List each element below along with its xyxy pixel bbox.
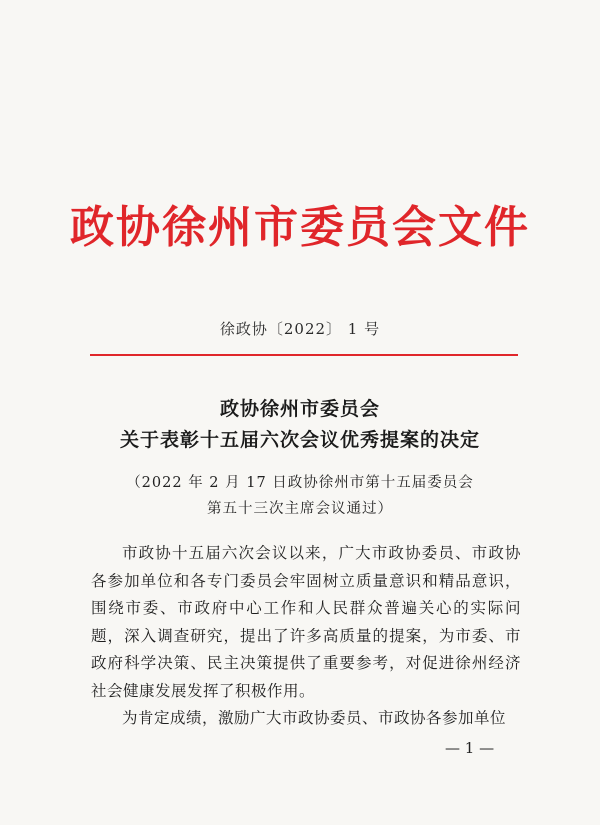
document-header-title: 政协徐州市委员会文件 xyxy=(70,202,530,253)
approval-note-line-1: （2022 年 2 月 17 日政协徐州市第十五届委员会 xyxy=(126,475,474,491)
approval-note-line-2: 第五十三次主席会议通过） xyxy=(207,501,393,517)
body-text xyxy=(91,540,521,733)
body-paragraph-1: 市政协十五届六次会议以来，广大市政协委员、市政协各参加单位和各专门委员会牢固树立质量意识和精品意识，围绕市委、市政府中心工作和人民群众普遍关心的实际问题，深入调查研究，提出了许多高质量的提案，为市委、市政府科学决策、民主决策提供了重要参考，对促进徐州经济社会健康发展发挥了积极作用。 xyxy=(91,544,521,700)
decision-title-line-1: 政协徐州市委员会 xyxy=(219,398,380,420)
body-paragraph-2: 为肯定成绩，激励广大市政协委员、市政协各参加单位 xyxy=(122,709,507,727)
decision-title-line-2: 关于表彰十五届六次会议优秀提案的决定 xyxy=(119,429,480,451)
red-separator-line xyxy=(90,354,518,356)
document-number: 徐政协〔2022〕 1 号 xyxy=(219,320,381,338)
page-number: — 1 — xyxy=(445,739,495,757)
